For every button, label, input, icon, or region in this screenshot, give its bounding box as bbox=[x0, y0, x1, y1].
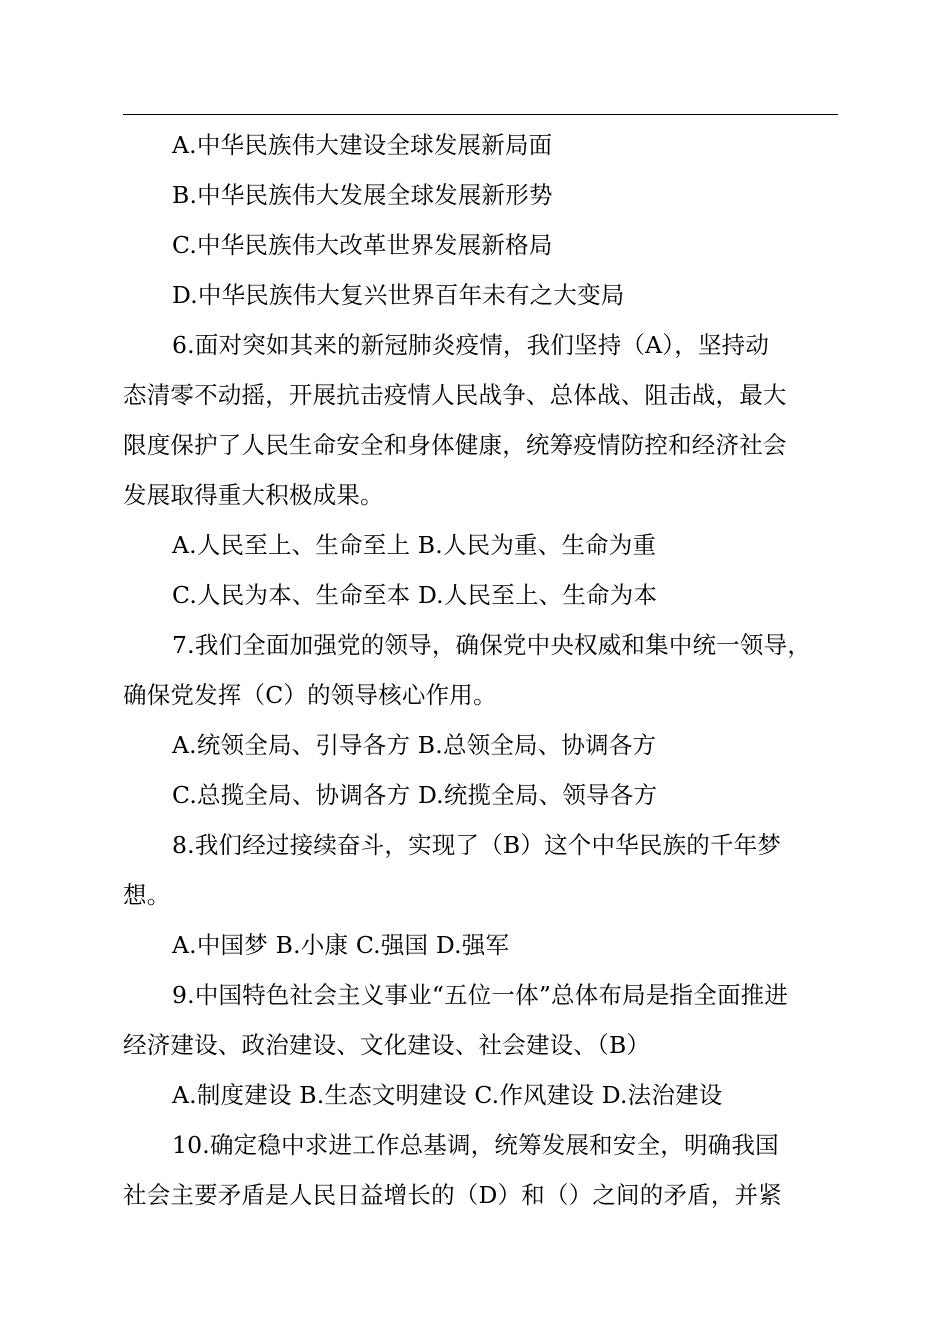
question-8-line: 8.我们经过接续奋斗，实现了（B）这个中华民族的千年梦 bbox=[172, 831, 782, 859]
question-10-line: 社会主要矛盾是人民日益增长的（D）和（）之间的矛盾，并紧 bbox=[123, 1181, 782, 1209]
question-7-line: 7.我们全面加强党的领导，确保党中央权威和集中统一领导， bbox=[172, 631, 812, 659]
option-line: A.人民至上、生命至上 B.人民为重、生命为重 bbox=[172, 531, 657, 559]
question-6-line: 态清零不动摇，开展抗击疫情人民战争、总体战、阻击战，最大 bbox=[123, 381, 787, 409]
option-line: C.总揽全局、协调各方 D.统揽全局、领导各方 bbox=[172, 781, 658, 809]
question-7-line: 确保党发挥（C）的领导核心作用。 bbox=[123, 681, 497, 709]
question-6-line: 6.面对突如其来的新冠肺炎疫情，我们坚持（A），坚持动 bbox=[172, 331, 770, 359]
option-line: A.中国梦 B.小康 C.强国 D.强军 bbox=[172, 931, 510, 959]
question-9-line: 9.中国特色社会主义事业“五位一体”总体布局是指全面推进 bbox=[172, 981, 789, 1009]
header-rule bbox=[123, 114, 838, 115]
document-body bbox=[123, 120, 863, 1220]
question-6-line: 限度保护了人民生命安全和身体健康，统筹疫情防控和经济社会 bbox=[123, 431, 787, 459]
option-line: A.制度建设 B.生态文明建设 C.作风建设 D.法治建设 bbox=[172, 1081, 723, 1109]
question-8-line: 想。 bbox=[123, 881, 171, 909]
option-line: A.统领全局、引导各方 B.总领全局、协调各方 bbox=[172, 731, 657, 759]
question-9-line: 经济建设、政治建设、文化建设、社会建设、（B） bbox=[123, 1031, 651, 1059]
option-line: B.中华民族伟大发展全球发展新形势 bbox=[172, 181, 553, 209]
question-6-line: 发展取得重大积极成果。 bbox=[123, 481, 384, 509]
option-line: A.中华民族伟大建设全球发展新局面 bbox=[172, 131, 553, 159]
option-line: C.人民为本、生命至本 D.人民至上、生命为本 bbox=[172, 581, 658, 609]
option-line: D.中华民族伟大复兴世界百年未有之大变局 bbox=[172, 281, 625, 309]
question-10-line: 10.确定稳中求进工作总基调，统筹发展和安全，明确我国 bbox=[172, 1131, 779, 1159]
option-line: C.中华民族伟大改革世界发展新格局 bbox=[172, 231, 553, 259]
